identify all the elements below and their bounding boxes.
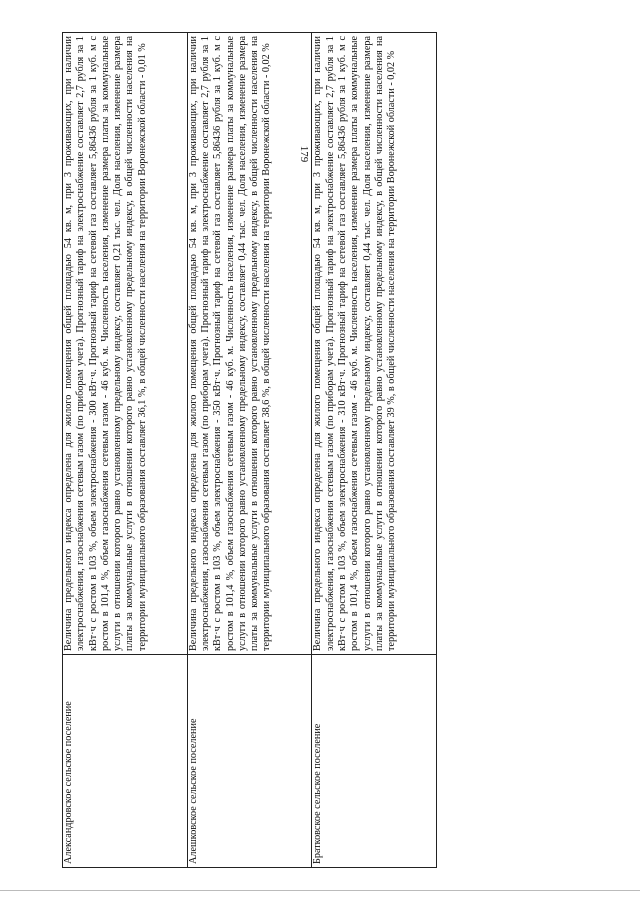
settlement-name-cell: Алешковское сельское поселение bbox=[187, 655, 312, 868]
table-row bbox=[312, 33, 437, 868]
page-number: 179 bbox=[298, 145, 310, 163]
tariff-index-table bbox=[62, 32, 437, 868]
rotated-table-container bbox=[62, 32, 437, 868]
settlement-name-cell: Братковское сельское поселение bbox=[312, 655, 437, 868]
page-bottom-rule bbox=[0, 890, 640, 891]
index-description-cell: Величина предельного индекса определена для жилого помещения общей площадью 54 кв. м, при 3 проживающих, при наличии электроснабжения, газоснабжения сетевым газом (по приборам учета). Прогнозный тариф на электроснабжение составляет 2,7 рубля за 1 кВт·ч с ростом в 103 %, объем электроснабжения - 350 кВт·ч. Прогнозный тариф на сетевой газ составляет 5,86436 рубля за 1 куб. м с ростом в 101,4 %, объем газоснабжения сетевым газом - 46 куб. м. Численность населения, изменение размера платы за коммунальные услуги в отношении которого равно установленному предельному индексу, составляет 0,44 тыс. чел. Доля населения, изменение размера платы за коммунальные услуги в отношении которого равно установленному предельному индексу, в общей численности населения на территории муниципального образования составляет 38,6 %, в общей численности населения на территории Воронежской области - 0,02 % bbox=[187, 33, 312, 655]
settlement-name-cell: Александровское сельское поселение bbox=[63, 655, 188, 868]
table-row bbox=[187, 33, 312, 868]
index-description-cell: Величина предельного индекса определена для жилого помещения общей площадью 54 кв. м, при 3 проживающих, при наличии электроснабжения, газоснабжения сетевым газом (по приборам учета). Прогнозный тариф на электроснабжение составляет 2,7 рубля за 1 кВт·ч с ростом в 103 %, объем электроснабжения - 310 кВт·ч. Прогнозный тариф на сетевой газ составляет 5,86436 рубля за 1 куб. м с ростом в 101,4 %, объем газоснабжения сетевым газом - 46 куб. м. Численность населения, изменение размера платы за коммунальные услуги в отношении которого равно установленному предельному индексу, составляет 0,44 тыс. чел. Доля населения, изменение размера платы за коммунальные услуги в отношении которого равно установленному предельному индексу, в общей численности населения на территории муниципального образования составляет 39 %, в общей численности населения на территории Воронежской области - 0,02 % bbox=[312, 33, 437, 655]
table-row bbox=[63, 33, 188, 868]
index-description-cell: Величина предельного индекса определена для жилого помещения общей площадью 54 кв. м, при 3 проживающих, при наличии электроснабжения, газоснабжения сетевым газом (по приборам учета). Прогнозный тариф на электроснабжение составляет 2,7 рубля за 1 кВт·ч с ростом в 103 %, объем электроснабжения - 300 кВт·ч. Прогнозный тариф на сетевой газ составляет 5,86436 рубля за 1 куб. м с ростом в 101,4 %, объем газоснабжения сетевым газом - 46 куб. м. Численность населения, изменение размера платы за коммунальные услуги в отношении которого равно установленному предельному индексу, составляет 0,21 тыс. чел. Доля населения, изменение размера платы за коммунальные услуги в отношении которого равно установленному предельному индексу, в общей численности населения на территории муниципального образования составляет 36,1 %, в общей численности населения на территории Воронежской области - 0,01 % bbox=[63, 33, 188, 655]
